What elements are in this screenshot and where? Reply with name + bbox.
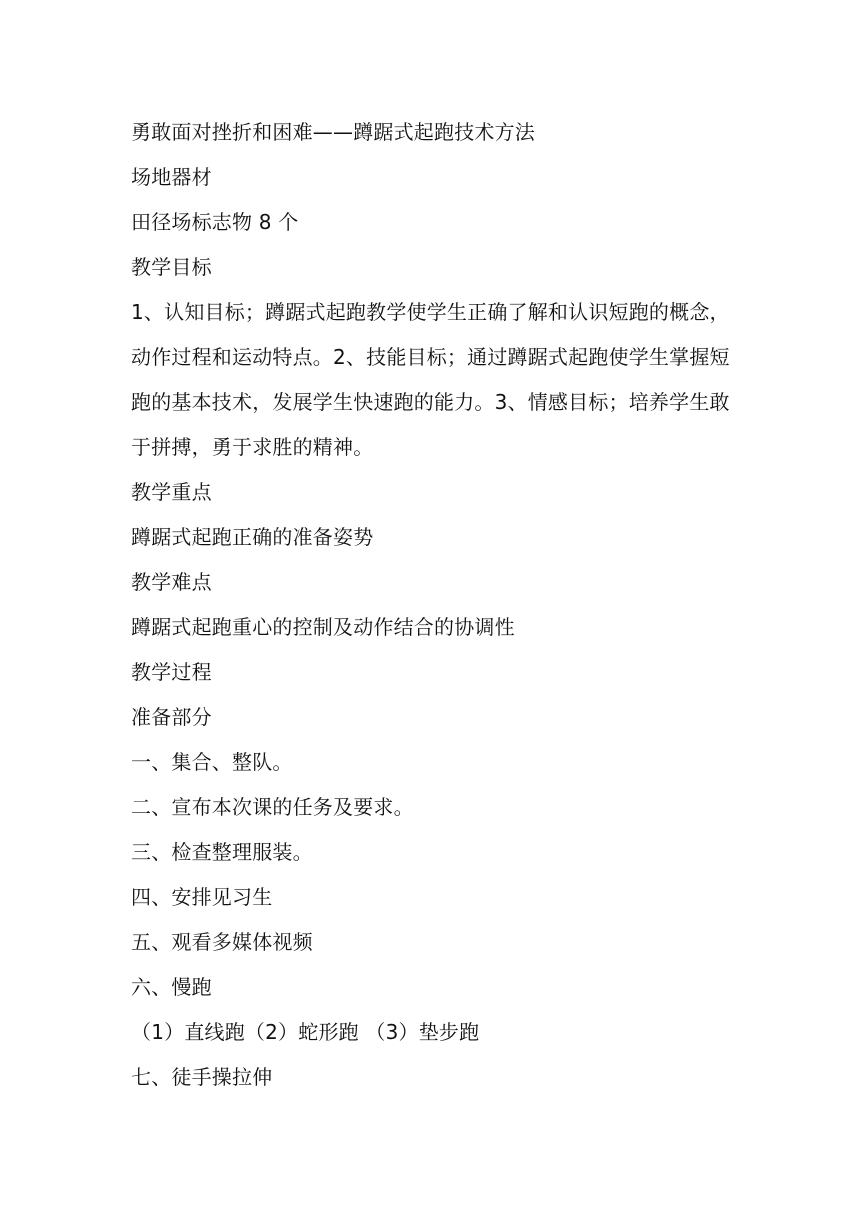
document-title: 勇敢面对挫折和困难——蹲踞式起跑技术方法 xyxy=(131,120,535,144)
list-item: 三、检查整理服装。 xyxy=(131,840,313,864)
list-item: 四、安排见习生 xyxy=(131,885,273,909)
section-content-key-points: 蹲踞式起跑正确的准备姿势 xyxy=(131,525,374,549)
section-content-difficulties: 蹲踞式起跑重心的控制及动作结合的协调性 xyxy=(131,615,515,639)
list-item: 七、徒手操拉伸 xyxy=(131,1065,273,1089)
document-body xyxy=(131,110,731,1100)
list-item: 五、观看多媒体视频 xyxy=(131,930,313,954)
section-content-venue: 田径场标志物 8 个 xyxy=(131,210,299,234)
list-item: 六、慢跑 xyxy=(131,975,212,999)
section-heading-goals: 教学目标 xyxy=(131,255,212,279)
process-heading: 教学过程 xyxy=(131,660,212,684)
section-heading-key-points: 教学重点 xyxy=(131,480,212,504)
section-heading-venue: 场地器材 xyxy=(131,165,212,189)
prep-heading: 准备部分 xyxy=(131,705,212,729)
list-item: （1）直线跑（2）蛇形跑 （3）垫步跑 xyxy=(131,1020,480,1044)
list-item: 一、集合、整队。 xyxy=(131,750,293,774)
section-heading-difficulties: 教学难点 xyxy=(131,570,212,594)
section-content-goals: 1、认知目标；蹲踞式起跑教学使学生正确了解和认识短跑的概念，动作过程和运动特点。2、技能目标；通过蹲踞式起跑使学生掌握短跑的基本技术，发展学生快速跑的能力。3、情感目标；培养学生敢于拼搏，勇于求胜的精神。 xyxy=(131,300,730,459)
list-item: 二、宣布本次课的任务及要求。 xyxy=(131,795,414,819)
